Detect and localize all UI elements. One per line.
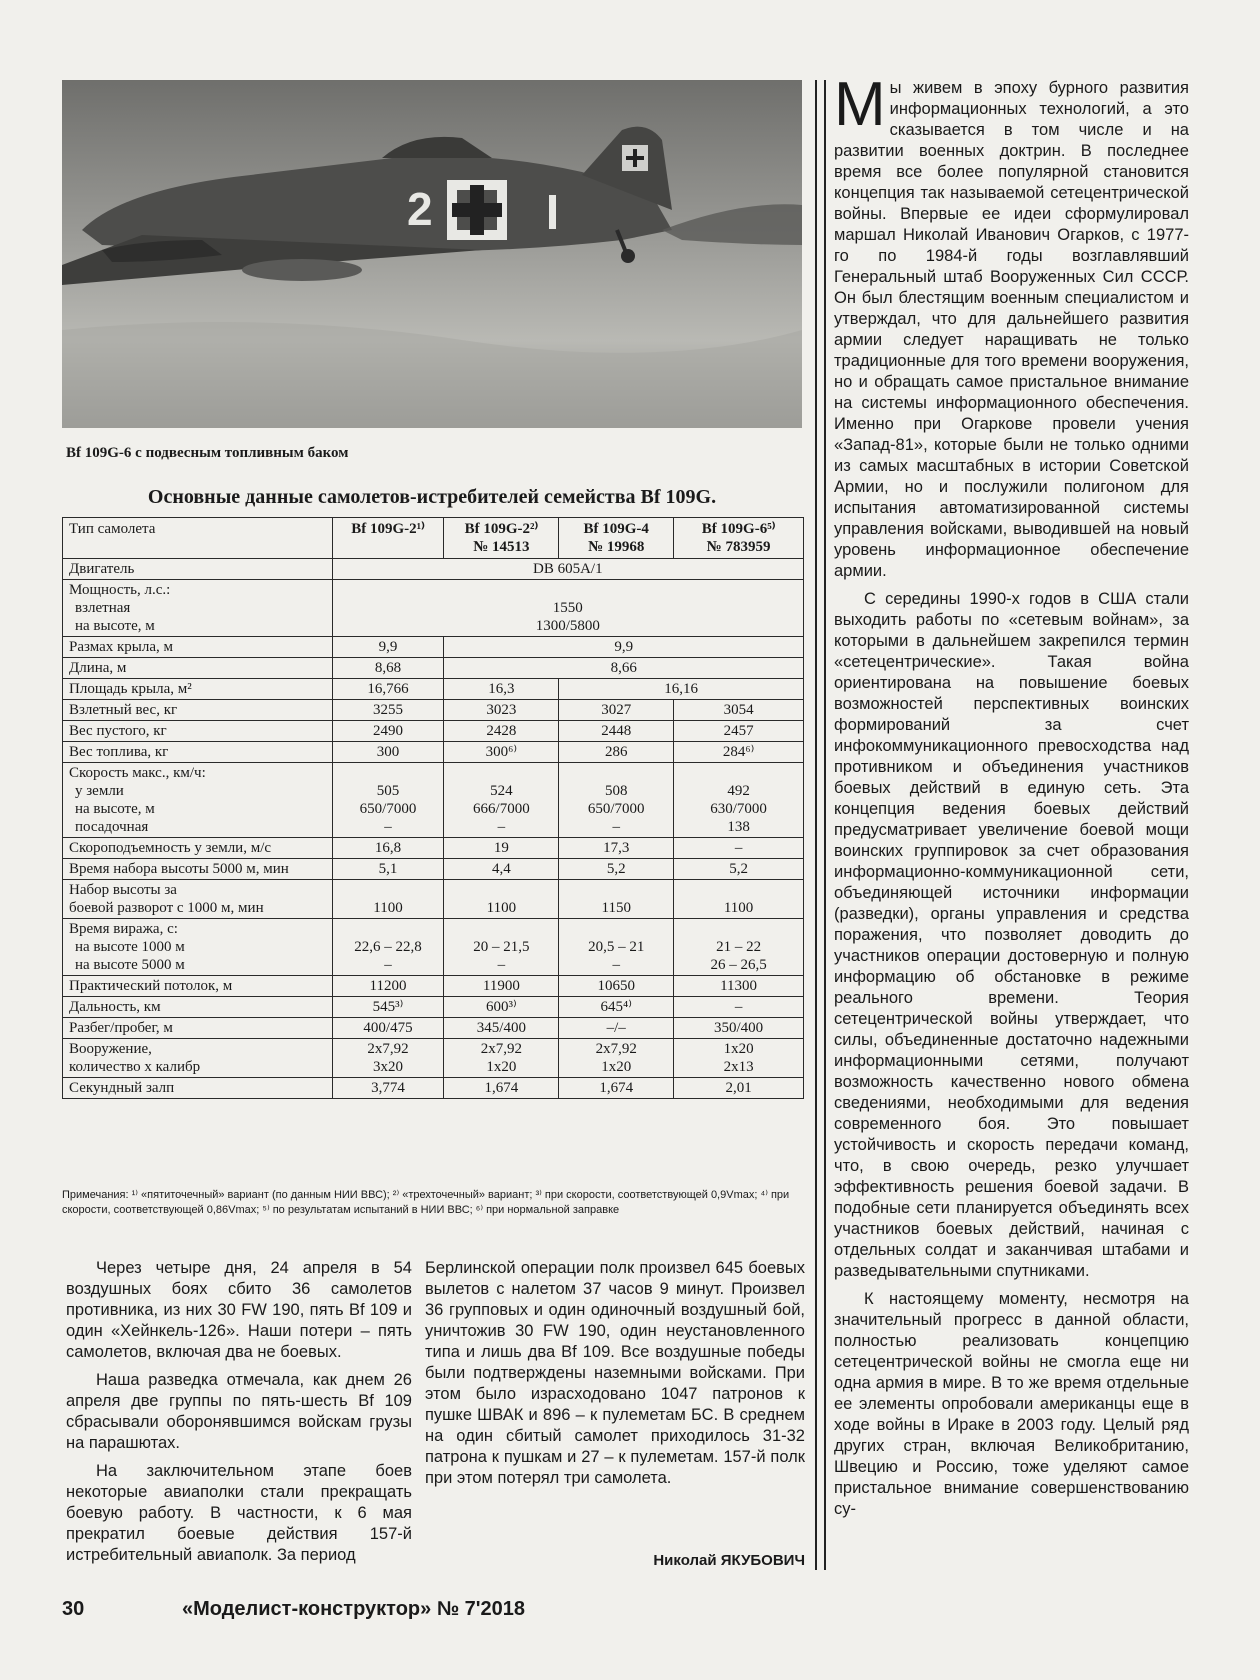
table-row: Вооружение, количество х калибр 2х7,92 3х20 2х7,92 1х20 2х7,92 1х20 1х20 2х13 xyxy=(63,1039,804,1078)
table-row: Секундный залп 3,774 1,674 1,674 2,01 xyxy=(63,1078,804,1099)
paragraph: Мы живем в эпоху бурного развития информационных технологий, а это сказывается в том числе и на развитии военных доктрин. В последнее время все более популярной становится концепция так называемой сетецентрической войны. Впервые ее идеи сформулировал маршал Николай Иванович Огарков, с 1977-го по 1984-й годы возглавлявший Генеральный штаб Вооруженных Сил СССР. Он был блестящим военным специалистом и утверждал, что для дальнейшего развития армии следует наращивать не только традиционные для того времени вооружения, но и обращать самое пристальное внимание на системы информационного обеспечения. Именно при Огаркове провели учения «Запад-81», которые были не только одними из самых масштабных в истории Советской Армии, но и послужили полигоном для испытания автоматизированной системы управления войсками, выводившей на новый уровень информационное обеспечение армии. xyxy=(834,70,1189,580)
table-title: Основные данные самолетов-истребителей семейства Bf 109G. xyxy=(147,486,717,508)
table-row: Скороподъемность у земли, м/с 16,8 19 17,3 – xyxy=(63,838,804,859)
table-row: Время набора высоты 5000 м, мин 5,1 4,4 5,2 5,2 xyxy=(63,859,804,880)
spec-table xyxy=(62,517,804,1099)
table-row: Мощность, л.с.: взлетная на высоте, м 1550 1300/5800 xyxy=(63,580,804,637)
table-row: Время виража, с: на высоте 1000 м на высоте 5000 м 22,6 – 22,8 – 20 – 21,5 – 20,5 – 21 – 21 – 22 26 – 26,5 xyxy=(63,919,804,976)
paragraph: С середины 1990-х годов в США стали выходить работы по «сетевым войнам», за которыми в дальнейшем закрепился термин «сетецентрические». Такая война ориентирована на повышение боевых возможностей перспективных воинских формирований за счет инфокоммуникационного превосходства над противником и объединения участников боевых действий в единую сеть. Эта концепция ведения боевых действий предусматривает увеличение боевой мощи воинских группировок за счет образования информационно-коммуникационной сети, объединяющей источники информации (разведки), органы управления и средства поражения, что позволяет доводить до участников операции достоверную и полную информацию об обстановке в режиме реального времени. Теория сетецентрической войны утверждает, что силы, объединенные достаточно надежными информационными сетями, получают возможность качественно нового обмена сведениями, необходимыми для ведения современного боя. Это повышает устойчивость и скорость передачи команд, что, в свою очередь, резко улучшает эффективность решения боевой задачи. В подобные сети планируется объединять всех участников боевых действий, начиная с отдельных солдат и заканчивая штабами и разведывательными спутниками. xyxy=(834,590,1189,1280)
paragraph: Наша разведка отмечала, как днем 26 апреля две группы по пять-шесть Bf 109 сбрасывали оборонявшимся войскам грузы на парашютах. xyxy=(66,1371,412,1452)
table-row: Вес топлива, кг 300 300⁶⁾ 286 284⁶⁾ xyxy=(63,742,804,763)
header-g2-5pt: Bf 109G-2¹⁾ xyxy=(332,518,444,559)
column-divider xyxy=(815,80,826,1570)
header-g2-3pt: Bf 109G-2²⁾ № 14513 xyxy=(444,518,559,559)
table-row: Набор высоты за боевой разворот с 1000 м, мин 1100 1100 1150 1100 xyxy=(63,880,804,919)
table-row: Разбег/пробег, м 400/475 345/400 –/– 350/400 xyxy=(63,1018,804,1039)
table-row: Двигатель DB 605A/1 xyxy=(63,559,804,580)
author-signature: Николай ЯКУБОВИЧ xyxy=(653,1552,805,1569)
header-g6: Bf 109G-6⁵⁾ № 783959 xyxy=(674,518,804,559)
paragraph: Берлинской операции полк произвел 645 боевых вылетов с налетом 37 часов 9 минут. Произвел 36 групповых и один одиночный воздушный бой, уничтожив 30 FW 190, один неустановленного типа и лишь два Bf 109. Все воздушные победы были подтверждены наземными войсками. При этом было израсходовано 1047 патронов к пушке ШВАК и 896 – к пулеметам БС. В среднем на один сбитый самолет приходилось 31-32 патрона к пушкам и 27 – к пулеметам. 157-й полк при этом потерял три самолета. xyxy=(425,1259,805,1487)
table-row: Размах крыла, м 9,9 9,9 xyxy=(63,637,804,658)
photo-caption: Bf 109G-6 с подвесным топливным баком xyxy=(66,445,349,461)
page-number: 30 xyxy=(62,1598,85,1620)
text-column-3 xyxy=(834,70,1189,1527)
fuselage-number: 2 xyxy=(407,183,433,235)
table-row: Взлетный вес, кг 3255 3023 3027 3054 xyxy=(63,700,804,721)
table-row: Дальность, км 545³⁾ 600³⁾ 645⁴⁾ – xyxy=(63,997,804,1018)
aircraft-photo xyxy=(62,80,802,428)
paragraph: На заключительном этапе боев некоторые авиаполки стали прекращать боевую работу. В частности, к 6 мая прекратил боевые действия 157-й истребительный авиаполк. За период xyxy=(66,1462,412,1564)
header-type: Тип самолета xyxy=(63,518,333,559)
text-column-1 xyxy=(66,1258,412,1573)
table-row: Площадь крыла, м² 16,766 16,3 16,16 xyxy=(63,679,804,700)
magazine-title: «Моделист-конструктор» № 7'2018 xyxy=(182,1598,526,1620)
table-row: Скорость макс., км/ч: у земли на высоте, м посадочная 505 650/7000 – 524 666/7000 – 508 650/7000 – 492 630/7000 138 xyxy=(63,763,804,838)
header-g4: Bf 109G-4 № 19968 xyxy=(559,518,674,559)
table-row: Практический потолок, м 11200 11900 10650 11300 xyxy=(63,976,804,997)
drop-cap: М xyxy=(834,70,886,139)
text-column-2 xyxy=(425,1258,805,1496)
table-row: Длина, м 8,68 8,66 xyxy=(63,658,804,679)
table-notes: Примечания: ¹⁾ «пятиточечный» вариант (по данным НИИ ВВС); ²⁾ «трехточечный» вариант; ³⁾ при скорости, соответствующей 0,9Vmax; ⁴⁾ при скорости, соответствующей 0,86Vmax; ⁵⁾ по результатам испытаний в НИИ ВВС; ⁶⁾ при нормальной заправке xyxy=(62,1189,790,1216)
paragraph: Через четыре дня, 24 апреля в 54 воздушных боях сбито 36 самолетов противника, из них 30 FW 190, пять Bf 109 и один «Хейнкель-126». Наши потери – пять самолетов, включая два не боевых. xyxy=(66,1259,412,1361)
paragraph: К настоящему моменту, несмотря на значительный прогресс в данной области, полностью реализовать концепцию сетецентрической войны не смогла еще ни одна армия в мире. В то же время отдельные ее элементы опробовали американцы еще в ходе войны в Ираке в 2003 году. Целый ряд других стран, включая Великобританию, Швецию и Россию, тоже уделяют самое пристальное внимание совершенствованию су- xyxy=(834,1290,1189,1518)
table-row: Вес пустого, кг 2490 2428 2448 2457 xyxy=(63,721,804,742)
table-header-row xyxy=(63,518,804,559)
